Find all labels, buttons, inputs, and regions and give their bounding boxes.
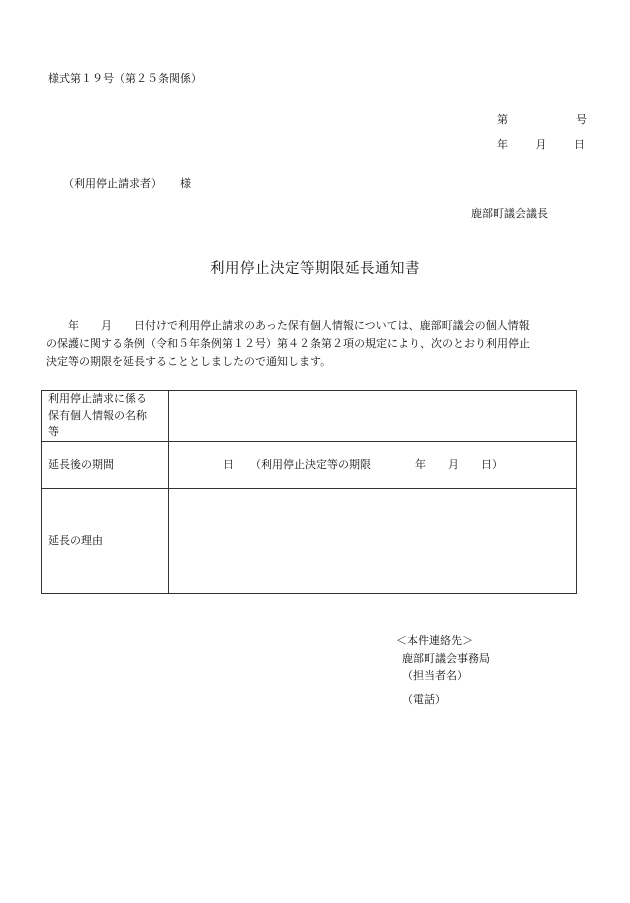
deadline-month: 月 xyxy=(448,458,459,472)
extension-reason-value[interactable] xyxy=(169,489,577,594)
date-year: 年 xyxy=(497,138,508,151)
info-table xyxy=(41,390,577,594)
extension-period-label: 延長後の期間 xyxy=(42,442,169,489)
info-name-label-line-1: 利用停止請求に係る xyxy=(48,392,147,406)
document-number-suffix: 号 xyxy=(576,113,587,126)
deadline-year: 年 xyxy=(415,458,426,472)
contact-header: ＜本件連絡先＞ xyxy=(396,634,473,647)
info-name-value[interactable] xyxy=(169,391,577,442)
extension-reason-label: 延長の理由 xyxy=(42,489,169,594)
addressee xyxy=(63,176,191,192)
document-title: 利用停止決定等期限延長通知書 xyxy=(210,261,420,277)
date-month: 月 xyxy=(535,138,547,151)
deadline-day: 日） xyxy=(481,458,503,472)
table-row-extension-period xyxy=(42,442,577,489)
body-line-1: 年 月 日付けで利用停止請求のあった保有個人情報については、鹿部町議会の個人情報 xyxy=(46,319,530,332)
document-date xyxy=(497,137,585,153)
document-number xyxy=(497,112,587,128)
table-row-info-name xyxy=(42,391,577,442)
period-day: 日 xyxy=(223,458,234,472)
contact-office: 鹿部町議会事務局 xyxy=(402,651,490,665)
body-text xyxy=(46,317,588,371)
info-name-label-line-2: 保有個人情報の名称 xyxy=(48,408,147,422)
issuer: 鹿部町議会議長 xyxy=(471,207,548,220)
info-name-label-line-3: 等 xyxy=(48,425,59,439)
contact-info xyxy=(396,632,490,708)
body-line-2: の保護に関する条例（令和５年条例第１２号）第４２条第２項の規定により、次のとおり利用停止 xyxy=(46,337,530,351)
date-day: 日 xyxy=(574,138,585,151)
addressee-honorific: 様 xyxy=(180,177,191,190)
table-row-extension-reason xyxy=(42,489,577,594)
addressee-label: （利用停止請求者） xyxy=(63,177,162,190)
extension-period-value[interactable] xyxy=(169,442,577,489)
contact-phone: （電話） xyxy=(402,692,446,706)
deadline-label: （利用停止決定等の期限 xyxy=(250,458,371,472)
body-line-3: 決定等の期限を延長することとしましたので通知します。 xyxy=(46,355,332,369)
form-number: 様式第１９号（第２５条関係） xyxy=(48,72,202,85)
contact-person: （担当者名） xyxy=(402,669,468,683)
info-name-label xyxy=(42,391,169,442)
document-number-prefix: 第 xyxy=(497,113,508,126)
